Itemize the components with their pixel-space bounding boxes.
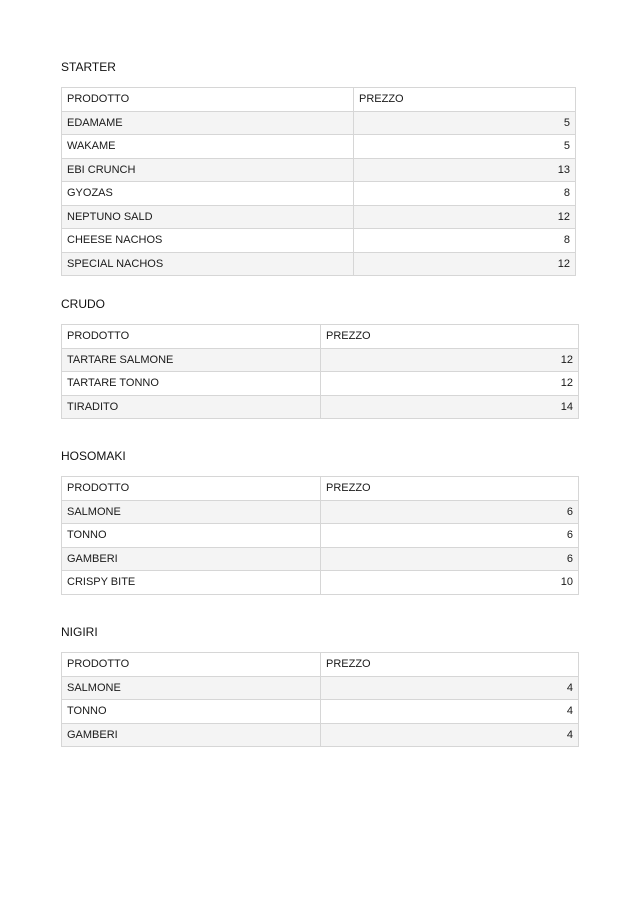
table-row bbox=[62, 158, 576, 182]
table-row bbox=[62, 723, 579, 747]
table-header-row bbox=[62, 325, 579, 349]
table-row bbox=[62, 524, 579, 548]
product-price: 6 bbox=[321, 547, 579, 571]
table-row bbox=[62, 372, 579, 396]
product-price: 8 bbox=[354, 229, 576, 253]
product-name: EBI CRUNCH bbox=[62, 158, 354, 182]
column-header-product: PRODOTTO bbox=[62, 653, 321, 677]
column-header-product: PRODOTTO bbox=[62, 325, 321, 349]
table-row bbox=[62, 135, 576, 159]
product-name: SALMONE bbox=[62, 500, 321, 524]
table-row bbox=[62, 571, 579, 595]
table-row bbox=[62, 111, 576, 135]
table-row bbox=[62, 676, 579, 700]
table-header-row bbox=[62, 477, 579, 501]
product-name: CHEESE NACHOS bbox=[62, 229, 354, 253]
product-name: WAKAME bbox=[62, 135, 354, 159]
product-price: 4 bbox=[321, 723, 579, 747]
product-name: SALMONE bbox=[62, 676, 321, 700]
column-header-product: PRODOTTO bbox=[62, 88, 354, 112]
product-name: GAMBERI bbox=[62, 723, 321, 747]
product-price: 12 bbox=[321, 348, 579, 372]
product-price: 4 bbox=[321, 676, 579, 700]
product-name: TIRADITO bbox=[62, 395, 321, 419]
product-price: 5 bbox=[354, 135, 576, 159]
product-name: NEPTUNO SALD bbox=[62, 205, 354, 229]
table-row bbox=[62, 205, 576, 229]
table-crudo bbox=[61, 324, 579, 419]
product-price: 5 bbox=[354, 111, 576, 135]
product-price: 12 bbox=[354, 205, 576, 229]
product-price: 12 bbox=[321, 372, 579, 396]
table-header-row bbox=[62, 653, 579, 677]
table-starter bbox=[61, 87, 576, 276]
product-price: 13 bbox=[354, 158, 576, 182]
product-name: TARTARE SALMONE bbox=[62, 348, 321, 372]
table-row bbox=[62, 182, 576, 206]
product-name: SPECIAL NACHOS bbox=[62, 252, 354, 276]
table-hosomaki bbox=[61, 476, 579, 595]
product-name: EDAMAME bbox=[62, 111, 354, 135]
product-name: TONNO bbox=[62, 700, 321, 724]
table-row bbox=[62, 229, 576, 253]
table-row bbox=[62, 395, 579, 419]
table-header-row bbox=[62, 88, 576, 112]
product-name: TONNO bbox=[62, 524, 321, 548]
product-price: 12 bbox=[354, 252, 576, 276]
table-row bbox=[62, 700, 579, 724]
product-price: 14 bbox=[321, 395, 579, 419]
table-row bbox=[62, 547, 579, 571]
section-title-nigiri: NIGIRI bbox=[61, 625, 98, 639]
column-header-price: PREZZO bbox=[321, 477, 579, 501]
column-header-product: PRODOTTO bbox=[62, 477, 321, 501]
product-price: 6 bbox=[321, 500, 579, 524]
product-name: CRISPY BITE bbox=[62, 571, 321, 595]
table-row bbox=[62, 348, 579, 372]
column-header-price: PREZZO bbox=[321, 653, 579, 677]
table-row bbox=[62, 500, 579, 524]
column-header-price: PREZZO bbox=[321, 325, 579, 349]
table-nigiri bbox=[61, 652, 579, 747]
product-name: TARTARE TONNO bbox=[62, 372, 321, 396]
product-price: 10 bbox=[321, 571, 579, 595]
product-price: 8 bbox=[354, 182, 576, 206]
product-price: 6 bbox=[321, 524, 579, 548]
section-title-hosomaki: HOSOMAKI bbox=[61, 449, 126, 463]
column-header-price: PREZZO bbox=[354, 88, 576, 112]
product-name: GAMBERI bbox=[62, 547, 321, 571]
product-price: 4 bbox=[321, 700, 579, 724]
product-name: GYOZAS bbox=[62, 182, 354, 206]
table-row bbox=[62, 252, 576, 276]
section-title-crudo: CRUDO bbox=[61, 297, 105, 311]
section-title-starter: STARTER bbox=[61, 60, 116, 74]
